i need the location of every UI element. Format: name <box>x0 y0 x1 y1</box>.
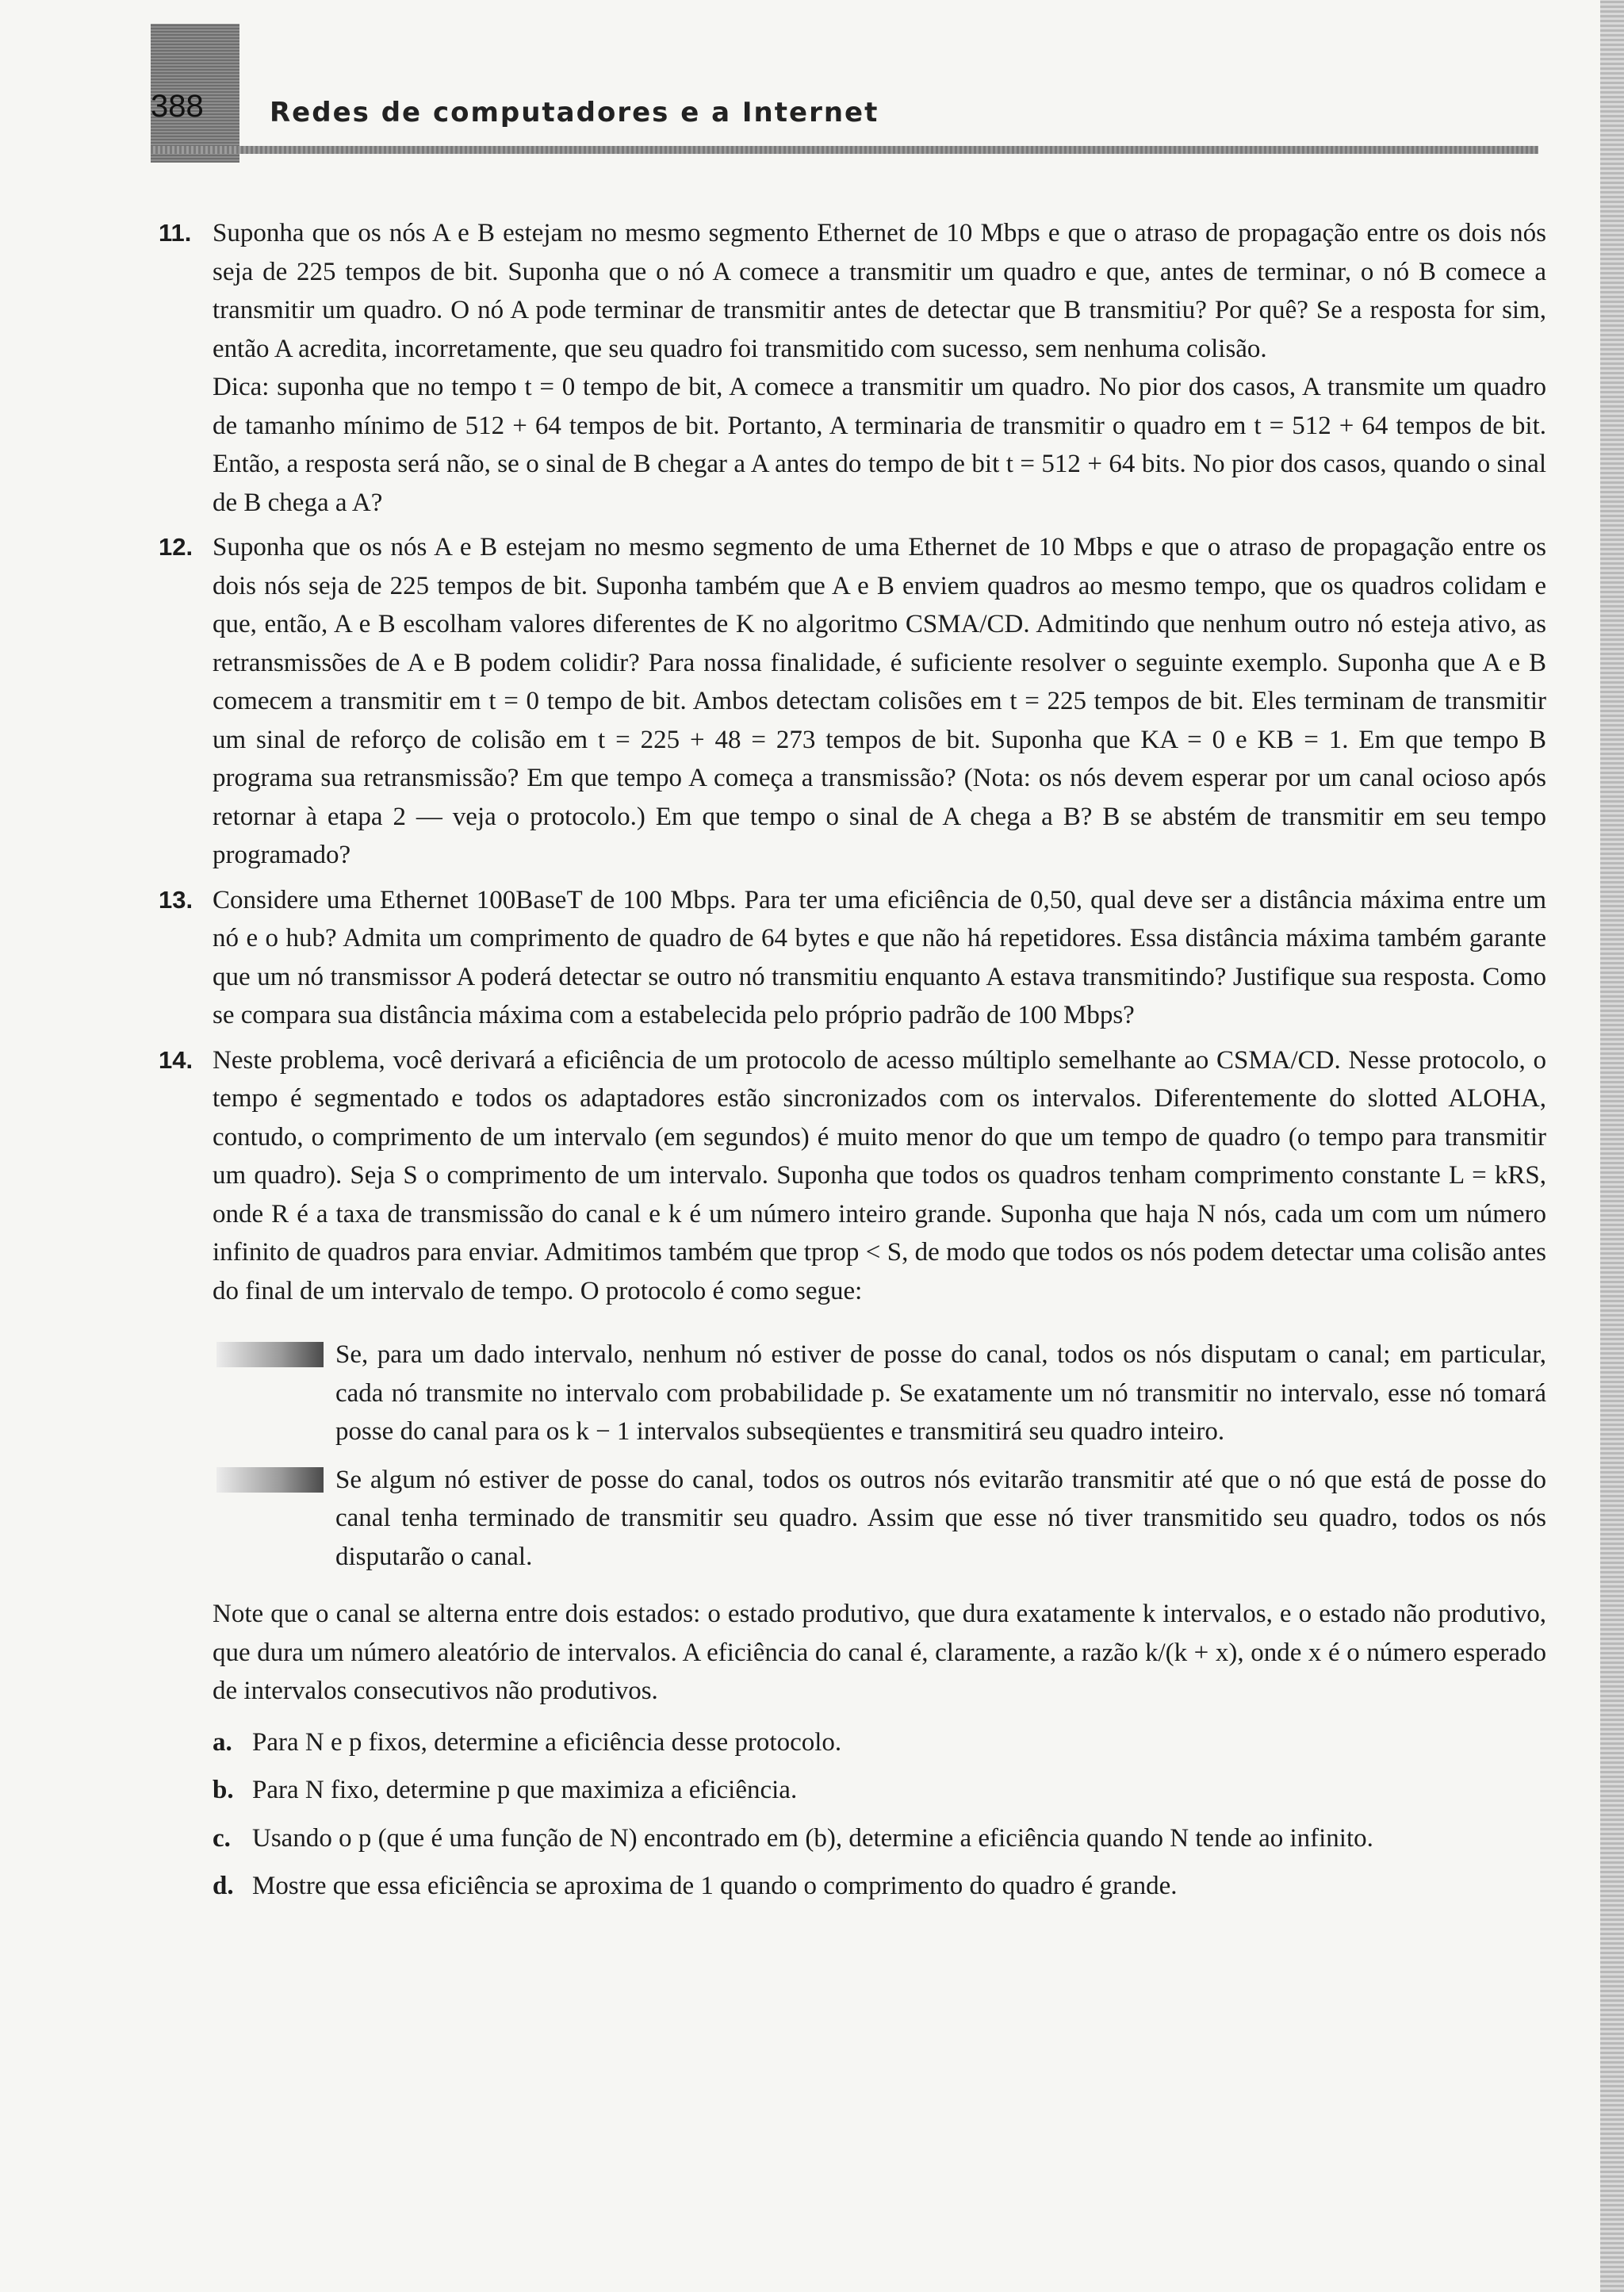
problem-14 <box>159 1041 1546 1906</box>
problem-text: Neste problema, você derivará a eficiência de um protocolo de acesso múltiplo semelhante ao CSMA/CD. Nesse protocolo, o tempo é segmentado e todos os adaptadores estão sincronizados com os intervalos. Diferentemente do slotted ALOHA, contudo, o comprimento de um intervalo (em segundos) é muito menor do que um tempo de quadro (o tempo para transmitir um quadro). Seja S o comprimento de um intervalo. Suponha que todos os quadros tenham comprimento constante L = kRS, onde R é a taxa de transmissão do canal e k é um número inteiro grande. Suponha que haja N nós, cada um com um número infinito de quadros para enviar. Admitimos também que tprop < S, de modo que todos os nós podem detectar uma colisão antes do final de um intervalo de tempo. O protocolo é como segue: <box>213 1045 1546 1305</box>
protocol-rule <box>213 1336 1546 1451</box>
problem-number: 13. <box>159 885 193 914</box>
problem-number: 11. <box>159 219 192 247</box>
problem-note: Note que o canal se alterna entre dois estados: o estado produtivo, que dura exatamente k intervalos, e o estado não produtivo, que dura um número aleatório de intervalos. A eficiência do canal é, claramente, a razão k/(k + x), onde x é o número esperado de intervalos consecutivos não produtivos. <box>213 1600 1546 1705</box>
problem-hint: Dica: suponha que no tempo t = 0 tempo de bit, A comece a transmitir um quadro. No pior dos casos, A transmite um quadro de tamanho mínimo de 512 + 64 tempos de bit. Portanto, A terminaria de transmitir o quadro em t = 512 + 64 tempos de bit. Então, a resposta será não, se o sinal de B chegar a A antes do tempo de bit t = 512 + 64 bits. No pior dos casos, quando o sinal de B chega a A? <box>213 373 1546 517</box>
page-content <box>159 214 1546 1915</box>
bullet-marker-icon <box>216 1467 324 1493</box>
subquestion-letter: a. <box>213 1727 232 1757</box>
subquestion-list <box>213 1723 1546 1906</box>
problem-number: 12. <box>159 533 193 561</box>
subquestion-item <box>213 1819 1546 1858</box>
subquestion-text: Usando o p (que é uma função de N) encontrado em (b), determine a eficiência quando N tende ao infinito. <box>252 1823 1373 1853</box>
problem-text: Suponha que os nós A e B estejam no mesmo segmento de uma Ethernet de 10 Mbps e que o atraso de propagação entre os dois nós seja de 225 tempos de bit. Suponha também que A e B enviem quadros ao mesmo tempo, que os quadros colidam e que, então, A e B escolham valores diferentes de K no algoritmo CSMA/CD. Admitindo que nenhum outro nó esteja ativo, as retransmissões de A e B podem colidir? Para nossa finalidade, é suficiente resolver o seguinte exemplo. Suponha que A e B comecem a transmitir em t = 0 tempo de bit. Ambos detectam colisões em t = 225 tempos de bit. Eles terminam de transmitir um sinal de reforço de colisão em t = 225 + 48 = 273 tempos de bit. Suponha que KA = 0 e KB = 1. Em que tempo B programa sua retransmissão? Em que tempo A começa a transmissão? (Nota: os nós devem esperar por um canal ocioso após retornar à etapa 2 — veja o protocolo.) Em que tempo o sinal de A chega a B? B se abstém de transmitir em seu tempo programado? <box>213 533 1546 869</box>
protocol-rule-text: Se algum nó estiver de posse do canal, todos os outros nós evitarão transmitir até que o nó que está de posse do canal tenha terminado de transmitir seu quadro. Assim que esse nó tiver transmitido seu quadro, todos os nós disputarão o canal. <box>335 1465 1546 1571</box>
problem-12 <box>159 528 1546 875</box>
problem-13 <box>159 881 1546 1035</box>
problem-text: Considere uma Ethernet 100BaseT de 100 Mbps. Para ter uma eficiência de 0,50, qual deve ser a distância máxima entre um nó e o hub? Admita um comprimento de quadro de 64 bytes e que não há repetidores. Essa distância máxima também garante que um nó transmissor A poderá detectar se outro nó transmitiu enquanto A estava transmitindo? Justifique sua resposta. Como se compara sua distância máxima com a estabelecida pelo próprio padrão de 100 Mbps? <box>213 885 1546 1029</box>
subquestion-item <box>213 1771 1546 1810</box>
problem-11 <box>159 214 1546 522</box>
subquestion-text: Para N e p fixos, determine a eficiência desse protocolo. <box>252 1727 842 1757</box>
bullet-marker-icon <box>216 1342 324 1367</box>
subquestion-letter: c. <box>213 1823 231 1853</box>
page-number: 388 <box>151 89 204 124</box>
header-rule <box>151 146 1538 154</box>
protocol-rule-text: Se, para um dado intervalo, nenhum nó estiver de posse do canal, todos os nós disputam o canal; em particular, cada nó transmite no intervalo com probabilidade p. Se exatamente um nó transmitir no intervalo, esse nó tomará posse do canal para os k − 1 intervalos subseqüentes e transmitirá seu quadro inteiro. <box>335 1340 1546 1446</box>
protocol-rule <box>213 1461 1546 1577</box>
subquestion-item <box>213 1723 1546 1762</box>
running-title: Redes de computadores e a Internet <box>270 97 879 128</box>
problem-text: Suponha que os nós A e B estejam no mesmo segmento Ethernet de 10 Mbps e que o atraso de propagação entre os dois nós seja de 225 tempos de bit. Suponha que o nó A comece a transmitir um quadro e que, antes de terminar, o nó B comece a transmitir um quadro. O nó A pode terminar de transmitir antes de detectar que B transmitiu? Por quê? Se a resposta for sim, então A acredita, incorretamente, que seu quadro foi transmitido com sucesso, sem nenhuma colisão. <box>213 219 1546 363</box>
problem-number: 14. <box>159 1045 193 1074</box>
page-edge-strip <box>1600 0 1624 2292</box>
subquestion-item <box>213 1867 1546 1906</box>
subquestion-text: Para N fixo, determine p que maximiza a eficiência. <box>252 1776 798 1804</box>
subquestion-letter: b. <box>213 1776 234 1804</box>
protocol-rules <box>213 1336 1546 1576</box>
subquestion-text: Mostre que essa eficiência se aproxima de 1 quando o comprimento do quadro é grande. <box>252 1872 1178 1900</box>
subquestion-letter: d. <box>213 1872 234 1900</box>
